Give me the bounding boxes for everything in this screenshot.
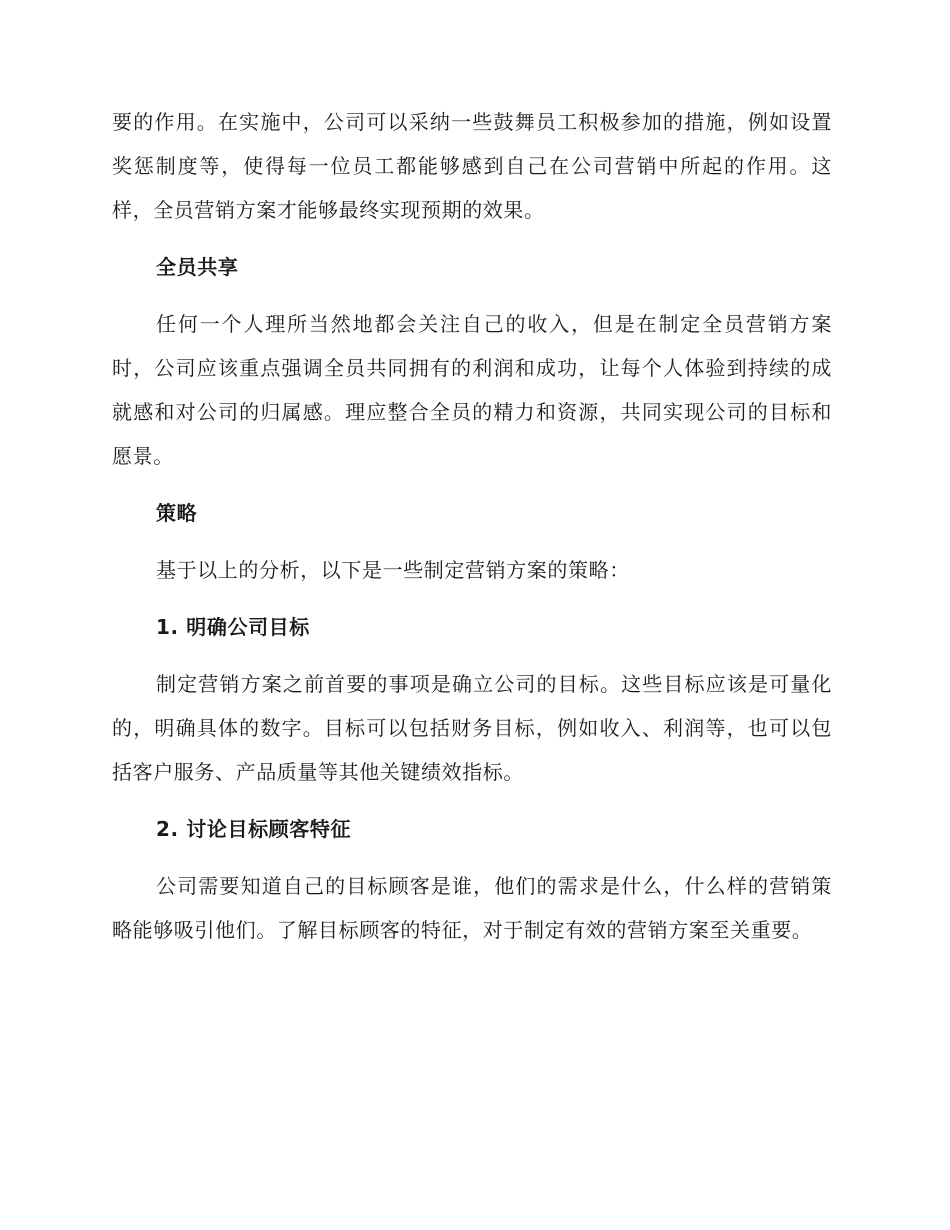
section-heading-goal: 1. 明确公司目标 [156,615,310,639]
strategy-intro-paragraph: 基于以上的分析，以下是一些制定营销方案的策略： [156,558,630,582]
intro-continuation-paragraph: 要的作用。在实施中，公司可以采纳一些鼓舞员工积极参加的措施，例如设置奖惩制度等，使得每一位员工都能够感到自己在公司营销中所起的作用。这样，全员营销方案才能够最终实现预期的效果。 [112,110,832,222]
goal-paragraph: 制定营销方案之前首要的事项是确立公司的目标。这些目标应该是可量化的，明确具体的数字。目标可以包括财务目标，例如收入、利润等，也可以包括客户服务、产品质量等其他关键绩效指标。 [112,672,832,784]
section-heading-sharing: 全员共享 [156,255,239,279]
section-heading-strategy: 策略 [156,501,198,525]
section-heading-customer: 2. 讨论目标顾客特征 [156,817,352,841]
sharing-paragraph: 任何一个人理所当然地都会关注自己的收入，但是在制定全员营销方案时，公司应该重点强调全员共同拥有的利润和成功，让每个人体验到持续的成就感和对公司的归属感。理应整合全员的精力和资源，共同实现公司的目标和愿景。 [112,312,832,468]
customer-paragraph: 公司需要知道自己的目标顾客是谁，他们的需求是什么，什么样的营销策略能够吸引他们。了解目标顾客的特征，对于制定有效的营销方案至关重要。 [112,874,832,942]
document-body [112,100,832,965]
